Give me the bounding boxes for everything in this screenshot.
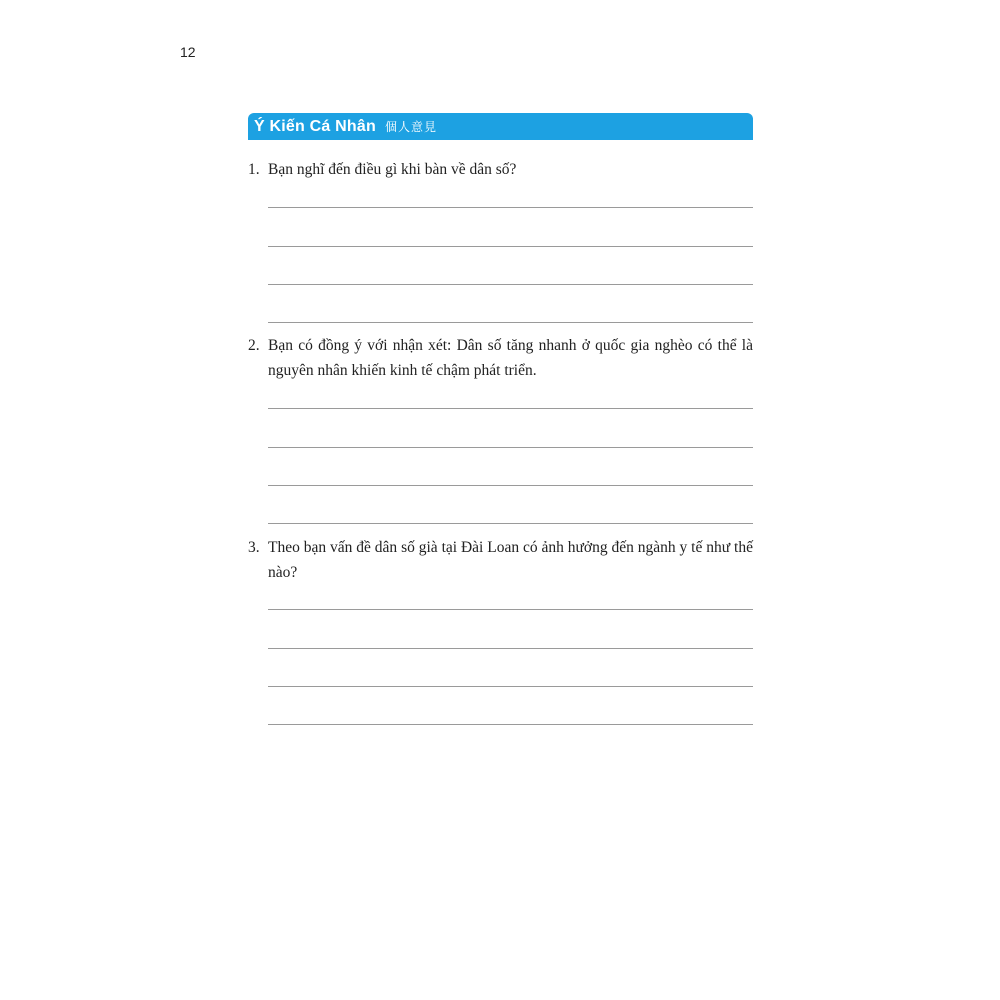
page-number: 12 [180,44,196,60]
answer-line[interactable] [268,648,753,649]
answer-line[interactable] [268,284,753,285]
question-number: 1. [248,161,260,178]
section-title: Ý Kiến Cá Nhân [254,117,376,135]
question-2 [248,333,753,383]
answer-line[interactable] [268,207,753,208]
answer-line[interactable] [268,609,753,610]
answer-line[interactable] [268,447,753,448]
question-text: Theo bạn vấn đề dân số già tại Đài Loan có ảnh hưởng đến ngành y tế như thế nào? [268,539,753,581]
answer-line[interactable] [268,485,753,486]
question-number: 2. [248,337,260,354]
answer-line[interactable] [268,408,753,409]
question-text: Bạn nghĩ đến điều gì khi bàn về dân số? [268,161,517,178]
section-header [248,113,753,140]
answer-line[interactable] [268,523,753,524]
answer-line[interactable] [268,724,753,725]
question-3 [248,535,753,585]
question-text: Bạn có đồng ý với nhận xét: Dân số tăng nhanh ở quốc gia nghèo có thể là nguyên nhân khiến kinh tế chậm phát triển. [268,337,753,379]
answer-line[interactable] [268,246,753,247]
answer-line[interactable] [268,322,753,323]
question-number: 3. [248,539,260,556]
section-subtitle: 個人意見 [384,120,437,134]
question-1 [248,157,753,182]
answer-line[interactable] [268,686,753,687]
